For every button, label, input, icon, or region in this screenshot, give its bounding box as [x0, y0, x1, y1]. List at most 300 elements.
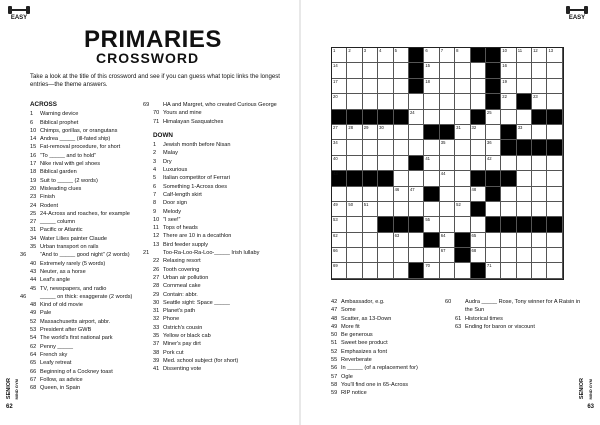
- cell-number: 55: [425, 217, 431, 223]
- clue-item: [30, 143, 155, 151]
- cell-number: 63: [394, 232, 400, 238]
- grid-cell[interactable]: [378, 156, 393, 171]
- grid-cell[interactable]: [547, 248, 562, 263]
- clue-number: 36: [20, 252, 27, 259]
- clue-item: [30, 326, 155, 334]
- clue-number: 33: [153, 324, 160, 331]
- grid-cell[interactable]: [378, 140, 393, 155]
- grid-block: [409, 48, 424, 63]
- grid-cell[interactable]: [347, 48, 362, 63]
- grid-cell[interactable]: [424, 263, 439, 278]
- grid-cell[interactable]: [440, 217, 455, 232]
- clue-text: RIP notice: [341, 390, 367, 397]
- grid-cell[interactable]: [455, 263, 470, 278]
- dumbbell-icon: [8, 6, 30, 14]
- grid-cell[interactable]: [471, 156, 486, 171]
- grid-cell[interactable]: [424, 79, 439, 94]
- grid-cell[interactable]: [486, 156, 501, 171]
- grid-cell[interactable]: [332, 233, 347, 248]
- crossword-grid[interactable]: [331, 47, 564, 280]
- clue-number: 42: [331, 299, 338, 305]
- grid-cell[interactable]: [363, 233, 378, 248]
- grid-cell[interactable]: [486, 125, 501, 140]
- grid-cell[interactable]: [471, 233, 486, 248]
- grid-cell[interactable]: [455, 63, 470, 78]
- grid-cell[interactable]: [455, 79, 470, 94]
- grid-cell[interactable]: [347, 202, 362, 217]
- grid-cell[interactable]: [501, 263, 516, 278]
- grid-cell[interactable]: [517, 125, 532, 140]
- grid-cell[interactable]: [347, 156, 362, 171]
- grid-cell[interactable]: [363, 202, 378, 217]
- grid-cell[interactable]: [424, 156, 439, 171]
- grid-cell[interactable]: [455, 125, 470, 140]
- grid-cell[interactable]: [517, 248, 532, 263]
- grid-cell[interactable]: [455, 187, 470, 202]
- grid-cell[interactable]: [332, 217, 347, 232]
- grid-cell[interactable]: [332, 248, 347, 263]
- grid-cell[interactable]: [332, 187, 347, 202]
- grid-block: [424, 187, 439, 202]
- clue-item: [153, 307, 293, 315]
- grid-cell[interactable]: [517, 202, 532, 217]
- clue-item: [153, 149, 293, 157]
- grid-cell[interactable]: [409, 202, 424, 217]
- clue-text: Biblical garden: [40, 169, 77, 176]
- clue-text: TV, newspapers, and radio: [40, 285, 107, 292]
- clue-item: [153, 208, 293, 216]
- cell-number: 14: [333, 63, 338, 69]
- clue-number: 60: [445, 299, 452, 305]
- grid-cell[interactable]: [517, 187, 532, 202]
- clue-number: 34: [30, 235, 37, 242]
- grid-cell[interactable]: [332, 140, 347, 155]
- grid-cell[interactable]: [440, 156, 455, 171]
- cell-number: 32: [471, 124, 477, 130]
- clue-text: 24-Across and roaches, for example: [40, 210, 130, 217]
- grid-cell[interactable]: [394, 63, 409, 78]
- grid-cell[interactable]: [517, 156, 532, 171]
- grid-cell[interactable]: [347, 79, 362, 94]
- clue-number: 22: [153, 258, 160, 265]
- grid-block: [409, 217, 424, 232]
- clue-text: Ending for baron or viscount: [465, 323, 535, 330]
- clue-text: Malay: [163, 150, 178, 157]
- clue-number: 4: [153, 167, 157, 174]
- puzzle-title: PRIMARIES: [84, 26, 222, 53]
- grid-cell[interactable]: [501, 79, 516, 94]
- grid-cell[interactable]: [440, 171, 455, 186]
- clue-item: [455, 315, 585, 323]
- grid-cell[interactable]: [332, 156, 347, 171]
- grid-block: [471, 263, 486, 278]
- clue-item: [153, 166, 293, 174]
- grid-cell[interactable]: [471, 63, 486, 78]
- clue-number: 55: [331, 357, 338, 364]
- grid-cell[interactable]: [424, 202, 439, 217]
- grid-cell[interactable]: [471, 140, 486, 155]
- grid-cell[interactable]: [378, 125, 393, 140]
- grid-cell[interactable]: [394, 171, 409, 186]
- clue-item: [331, 323, 451, 331]
- clue-number: 8: [153, 200, 157, 207]
- clue-number: 62: [30, 343, 37, 350]
- cell-number: 2: [348, 48, 351, 53]
- grid-cell[interactable]: [547, 48, 562, 63]
- grid-cell[interactable]: [440, 140, 455, 155]
- grid-cell[interactable]: [486, 110, 501, 125]
- grid-cell[interactable]: [363, 187, 378, 202]
- grid-cell[interactable]: [455, 94, 470, 109]
- clue-text: Beginning of a Cockney toast: [40, 368, 113, 375]
- grid-cell[interactable]: [347, 140, 362, 155]
- clue-number: 28: [153, 283, 160, 290]
- grid-cell[interactable]: [532, 233, 547, 248]
- grid-cell[interactable]: [332, 79, 347, 94]
- clue-item: [30, 276, 155, 284]
- grid-cell[interactable]: [409, 140, 424, 155]
- grid-cell[interactable]: [424, 48, 439, 63]
- grid-cell[interactable]: [363, 263, 378, 278]
- grid-cell[interactable]: [532, 263, 547, 278]
- grid-cell[interactable]: [409, 233, 424, 248]
- grid-cell[interactable]: [501, 233, 516, 248]
- grid-cell[interactable]: [471, 248, 486, 263]
- grid-cell[interactable]: [409, 187, 424, 202]
- clue-item: [153, 191, 293, 199]
- clue-item: [30, 119, 155, 127]
- cell-number: 7: [440, 48, 444, 53]
- grid-cell[interactable]: [394, 125, 409, 140]
- grid-cell[interactable]: [532, 202, 547, 217]
- grid-cell[interactable]: [471, 187, 486, 202]
- grid-cell[interactable]: [532, 171, 547, 186]
- grid-cell[interactable]: [517, 233, 532, 248]
- clue-text: Finish: [40, 194, 55, 201]
- grid-cell[interactable]: [332, 125, 347, 140]
- grid-cell[interactable]: [440, 48, 455, 63]
- clue-number: 10: [153, 216, 160, 223]
- clue-number: 13: [153, 241, 160, 248]
- grid-cell[interactable]: [378, 79, 393, 94]
- grid-block: [486, 63, 501, 78]
- grid-cell[interactable]: [471, 125, 486, 140]
- grid-cell[interactable]: [394, 48, 409, 63]
- difficulty-badge-left: [6, 6, 32, 21]
- grid-cell[interactable]: [440, 187, 455, 202]
- grid-cell[interactable]: [332, 48, 347, 63]
- grid-cell[interactable]: [532, 187, 547, 202]
- clue-number: 52: [331, 348, 338, 355]
- clue-item: [331, 348, 451, 356]
- intro-text: Take a look at the title of this crossword and see if you can guess what topic links the longest entries—the theme answers.: [30, 73, 280, 89]
- grid-cell[interactable]: [532, 48, 547, 63]
- grid-cell[interactable]: [424, 140, 439, 155]
- grid-cell[interactable]: [471, 217, 486, 232]
- grid-cell[interactable]: [517, 48, 532, 63]
- grid-block: [424, 125, 439, 140]
- grid-block: [440, 125, 455, 140]
- clue-item: [153, 232, 293, 240]
- grid-cell[interactable]: [424, 110, 439, 125]
- grid-cell[interactable]: [532, 94, 547, 109]
- grid-cell[interactable]: [547, 156, 562, 171]
- clue-item: [30, 152, 155, 160]
- clue-item: [20, 293, 155, 301]
- grid-cell[interactable]: [394, 156, 409, 171]
- grid-cell[interactable]: [501, 94, 516, 109]
- grid-cell[interactable]: [532, 63, 547, 78]
- grid-block: [517, 217, 532, 232]
- grid-cell[interactable]: [547, 94, 562, 109]
- clue-number: 70: [153, 110, 160, 117]
- grid-cell[interactable]: [501, 156, 516, 171]
- clue-number: 51: [331, 340, 338, 347]
- grid-block: [532, 140, 547, 155]
- grid-cell[interactable]: [501, 110, 516, 125]
- grid-cell[interactable]: [455, 171, 470, 186]
- clue-number: 1: [153, 142, 157, 149]
- clue-number: 50: [331, 332, 338, 339]
- grid-cell[interactable]: [532, 125, 547, 140]
- grid-block: [547, 140, 562, 155]
- clue-item: [445, 298, 585, 315]
- grid-cell[interactable]: [409, 171, 424, 186]
- grid-cell[interactable]: [347, 233, 362, 248]
- grid-cell[interactable]: [517, 63, 532, 78]
- grid-cell[interactable]: [547, 79, 562, 94]
- clue-item: [30, 318, 155, 326]
- grid-cell[interactable]: [363, 248, 378, 263]
- clue-number: 14: [30, 136, 37, 143]
- grid-cell[interactable]: [486, 248, 501, 263]
- grid-block: [532, 110, 547, 125]
- grid-cell[interactable]: [394, 248, 409, 263]
- grid-cell[interactable]: [363, 63, 378, 78]
- cell-number: 62: [333, 232, 338, 238]
- clue-item: [30, 343, 155, 351]
- grid-cell[interactable]: [486, 233, 501, 248]
- grid-cell[interactable]: [455, 202, 470, 217]
- grid-cell[interactable]: [424, 217, 439, 232]
- clue-number: 25: [30, 210, 37, 217]
- clue-item: [153, 216, 293, 224]
- grid-cell[interactable]: [409, 94, 424, 109]
- cell-number: 36: [486, 140, 492, 146]
- cell-number: 10: [502, 48, 507, 53]
- grid-cell[interactable]: [501, 187, 516, 202]
- grid-cell[interactable]: [440, 248, 455, 263]
- grid-cell[interactable]: [471, 94, 486, 109]
- clue-text: Too-Ra-Loo-Ra-Loo-_____ Irish lullaby: [163, 250, 260, 257]
- grid-cell[interactable]: [486, 140, 501, 155]
- grid-cell[interactable]: [440, 202, 455, 217]
- grid-cell[interactable]: [394, 202, 409, 217]
- grid-cell[interactable]: [532, 156, 547, 171]
- clue-text: Andrea _____ (ill-fated ship): [40, 136, 111, 143]
- grid-cell[interactable]: [378, 187, 393, 202]
- grid-cell[interactable]: [440, 110, 455, 125]
- clue-item: [30, 218, 155, 226]
- grid-cell[interactable]: [517, 110, 532, 125]
- grid-cell[interactable]: [424, 248, 439, 263]
- grid-cell[interactable]: [501, 48, 516, 63]
- cell-number: 70: [425, 263, 431, 269]
- clue-number: 48: [30, 302, 37, 309]
- clue-text: Relaxing resort: [163, 258, 201, 265]
- grid-cell[interactable]: [501, 63, 516, 78]
- grid-block: [378, 110, 393, 125]
- clue-text: Something 1-Across does: [163, 183, 228, 190]
- grid-cell[interactable]: [424, 63, 439, 78]
- clue-number: 26: [153, 266, 160, 273]
- grid-cell[interactable]: [378, 94, 393, 109]
- grid-cell[interactable]: [347, 248, 362, 263]
- grid-block: [332, 110, 347, 125]
- grid-cell[interactable]: [347, 217, 362, 232]
- grid-cell[interactable]: [547, 202, 562, 217]
- grid-cell[interactable]: [363, 48, 378, 63]
- grid-cell[interactable]: [547, 233, 562, 248]
- clue-number: 12: [153, 233, 160, 240]
- clue-number: 32: [153, 316, 160, 323]
- grid-cell[interactable]: [378, 48, 393, 63]
- clue-text: Leafy retreat: [40, 360, 72, 367]
- grid-cell[interactable]: [394, 233, 409, 248]
- grid-cell[interactable]: [532, 79, 547, 94]
- grid-cell[interactable]: [363, 156, 378, 171]
- clue-item: [153, 118, 293, 126]
- grid-cell[interactable]: [471, 79, 486, 94]
- grid-cell[interactable]: [394, 187, 409, 202]
- grid-block: [471, 48, 486, 63]
- grid-cell[interactable]: [347, 187, 362, 202]
- grid-cell[interactable]: [332, 202, 347, 217]
- grid-cell[interactable]: [347, 263, 362, 278]
- cell-number: 23: [533, 94, 538, 100]
- grid-cell[interactable]: [378, 233, 393, 248]
- grid-cell[interactable]: [363, 217, 378, 232]
- grid-cell[interactable]: [394, 140, 409, 155]
- grid-cell[interactable]: [455, 48, 470, 63]
- grid-cell[interactable]: [347, 94, 362, 109]
- grid-cell[interactable]: [547, 63, 562, 78]
- grid-cell[interactable]: [440, 263, 455, 278]
- grid-cell[interactable]: [440, 63, 455, 78]
- grid-cell[interactable]: [547, 171, 562, 186]
- brand-sub: MIND GYM: [14, 378, 20, 400]
- clue-text: “I see!”: [163, 216, 181, 223]
- grid-cell[interactable]: [378, 63, 393, 78]
- grid-cell[interactable]: [409, 248, 424, 263]
- grid-cell[interactable]: [409, 110, 424, 125]
- clue-text: Biblical prophet: [40, 119, 79, 126]
- grid-cell[interactable]: [363, 79, 378, 94]
- clue-item: [331, 306, 451, 314]
- grid-cell[interactable]: [424, 171, 439, 186]
- clue-item: [153, 357, 293, 365]
- grid-cell[interactable]: [517, 171, 532, 186]
- grid-cell[interactable]: [378, 202, 393, 217]
- clue-item: [30, 334, 155, 342]
- clue-item: [153, 174, 293, 182]
- grid-cell[interactable]: [455, 156, 470, 171]
- cell-number: 43: [333, 171, 338, 177]
- grid-cell[interactable]: [347, 63, 362, 78]
- clue-text: Extremely rarely (5 words): [40, 260, 106, 267]
- clue-item: [153, 183, 293, 191]
- grid-cell[interactable]: [394, 79, 409, 94]
- grid-cell[interactable]: [517, 79, 532, 94]
- clue-number: 56: [331, 365, 338, 372]
- clue-text: Tooth covering: [163, 266, 200, 273]
- cell-number: 44: [440, 171, 446, 177]
- clue-text: The world's first national park: [40, 335, 113, 342]
- clue-text: Cornmeal cake: [163, 283, 201, 290]
- grid-cell[interactable]: [486, 263, 501, 278]
- grid-cell[interactable]: [547, 187, 562, 202]
- clue-column-2: [143, 101, 293, 374]
- grid-cell[interactable]: [440, 233, 455, 248]
- clue-text: Jewish month before Nisan: [163, 142, 231, 149]
- grid-cell[interactable]: [501, 248, 516, 263]
- grid-cell[interactable]: [378, 263, 393, 278]
- clue-number: 11: [153, 225, 159, 232]
- grid-cell[interactable]: [363, 94, 378, 109]
- grid-cell[interactable]: [517, 263, 532, 278]
- grid-cell[interactable]: [332, 263, 347, 278]
- grid-cell[interactable]: [486, 202, 501, 217]
- grid-cell[interactable]: [455, 110, 470, 125]
- grid-cell[interactable]: [363, 140, 378, 155]
- grid-block: [424, 233, 439, 248]
- clue-text: Luxurious: [163, 167, 188, 174]
- grid-cell[interactable]: [347, 125, 362, 140]
- grid-cell[interactable]: [378, 248, 393, 263]
- clue-text: French sky: [40, 351, 68, 358]
- grid-cell[interactable]: [501, 202, 516, 217]
- cell-number: 53: [333, 217, 338, 223]
- grid-cell[interactable]: [394, 263, 409, 278]
- grid-cell[interactable]: [440, 94, 455, 109]
- clue-number: 31: [30, 227, 37, 234]
- grid-block: [455, 248, 470, 263]
- clue-item: [30, 127, 155, 135]
- grid-cell[interactable]: [332, 63, 347, 78]
- clue-text: “And to _____ good night” (2 words): [40, 252, 130, 259]
- cell-number: 40: [333, 155, 338, 161]
- grid-cell[interactable]: [547, 125, 562, 140]
- grid-cell[interactable]: [394, 94, 409, 109]
- grid-cell[interactable]: [532, 248, 547, 263]
- grid-cell[interactable]: [440, 79, 455, 94]
- clue-text: Tops of heads: [163, 225, 198, 232]
- clue-text: Miner's pay dirt: [163, 341, 201, 348]
- grid-cell[interactable]: [455, 217, 470, 232]
- clue-item: [153, 266, 293, 274]
- grid-cell[interactable]: [363, 125, 378, 140]
- grid-block: [347, 110, 362, 125]
- clue-text: Water Lilies painter Claude: [40, 235, 107, 242]
- clue-text: Kind of old movie: [40, 302, 83, 309]
- grid-cell[interactable]: [547, 263, 562, 278]
- grid-cell[interactable]: [455, 140, 470, 155]
- grid-cell[interactable]: [409, 125, 424, 140]
- clue-item: [153, 340, 293, 348]
- clue-item: [331, 364, 451, 372]
- grid-cell[interactable]: [332, 94, 347, 109]
- grid-cell[interactable]: [424, 94, 439, 109]
